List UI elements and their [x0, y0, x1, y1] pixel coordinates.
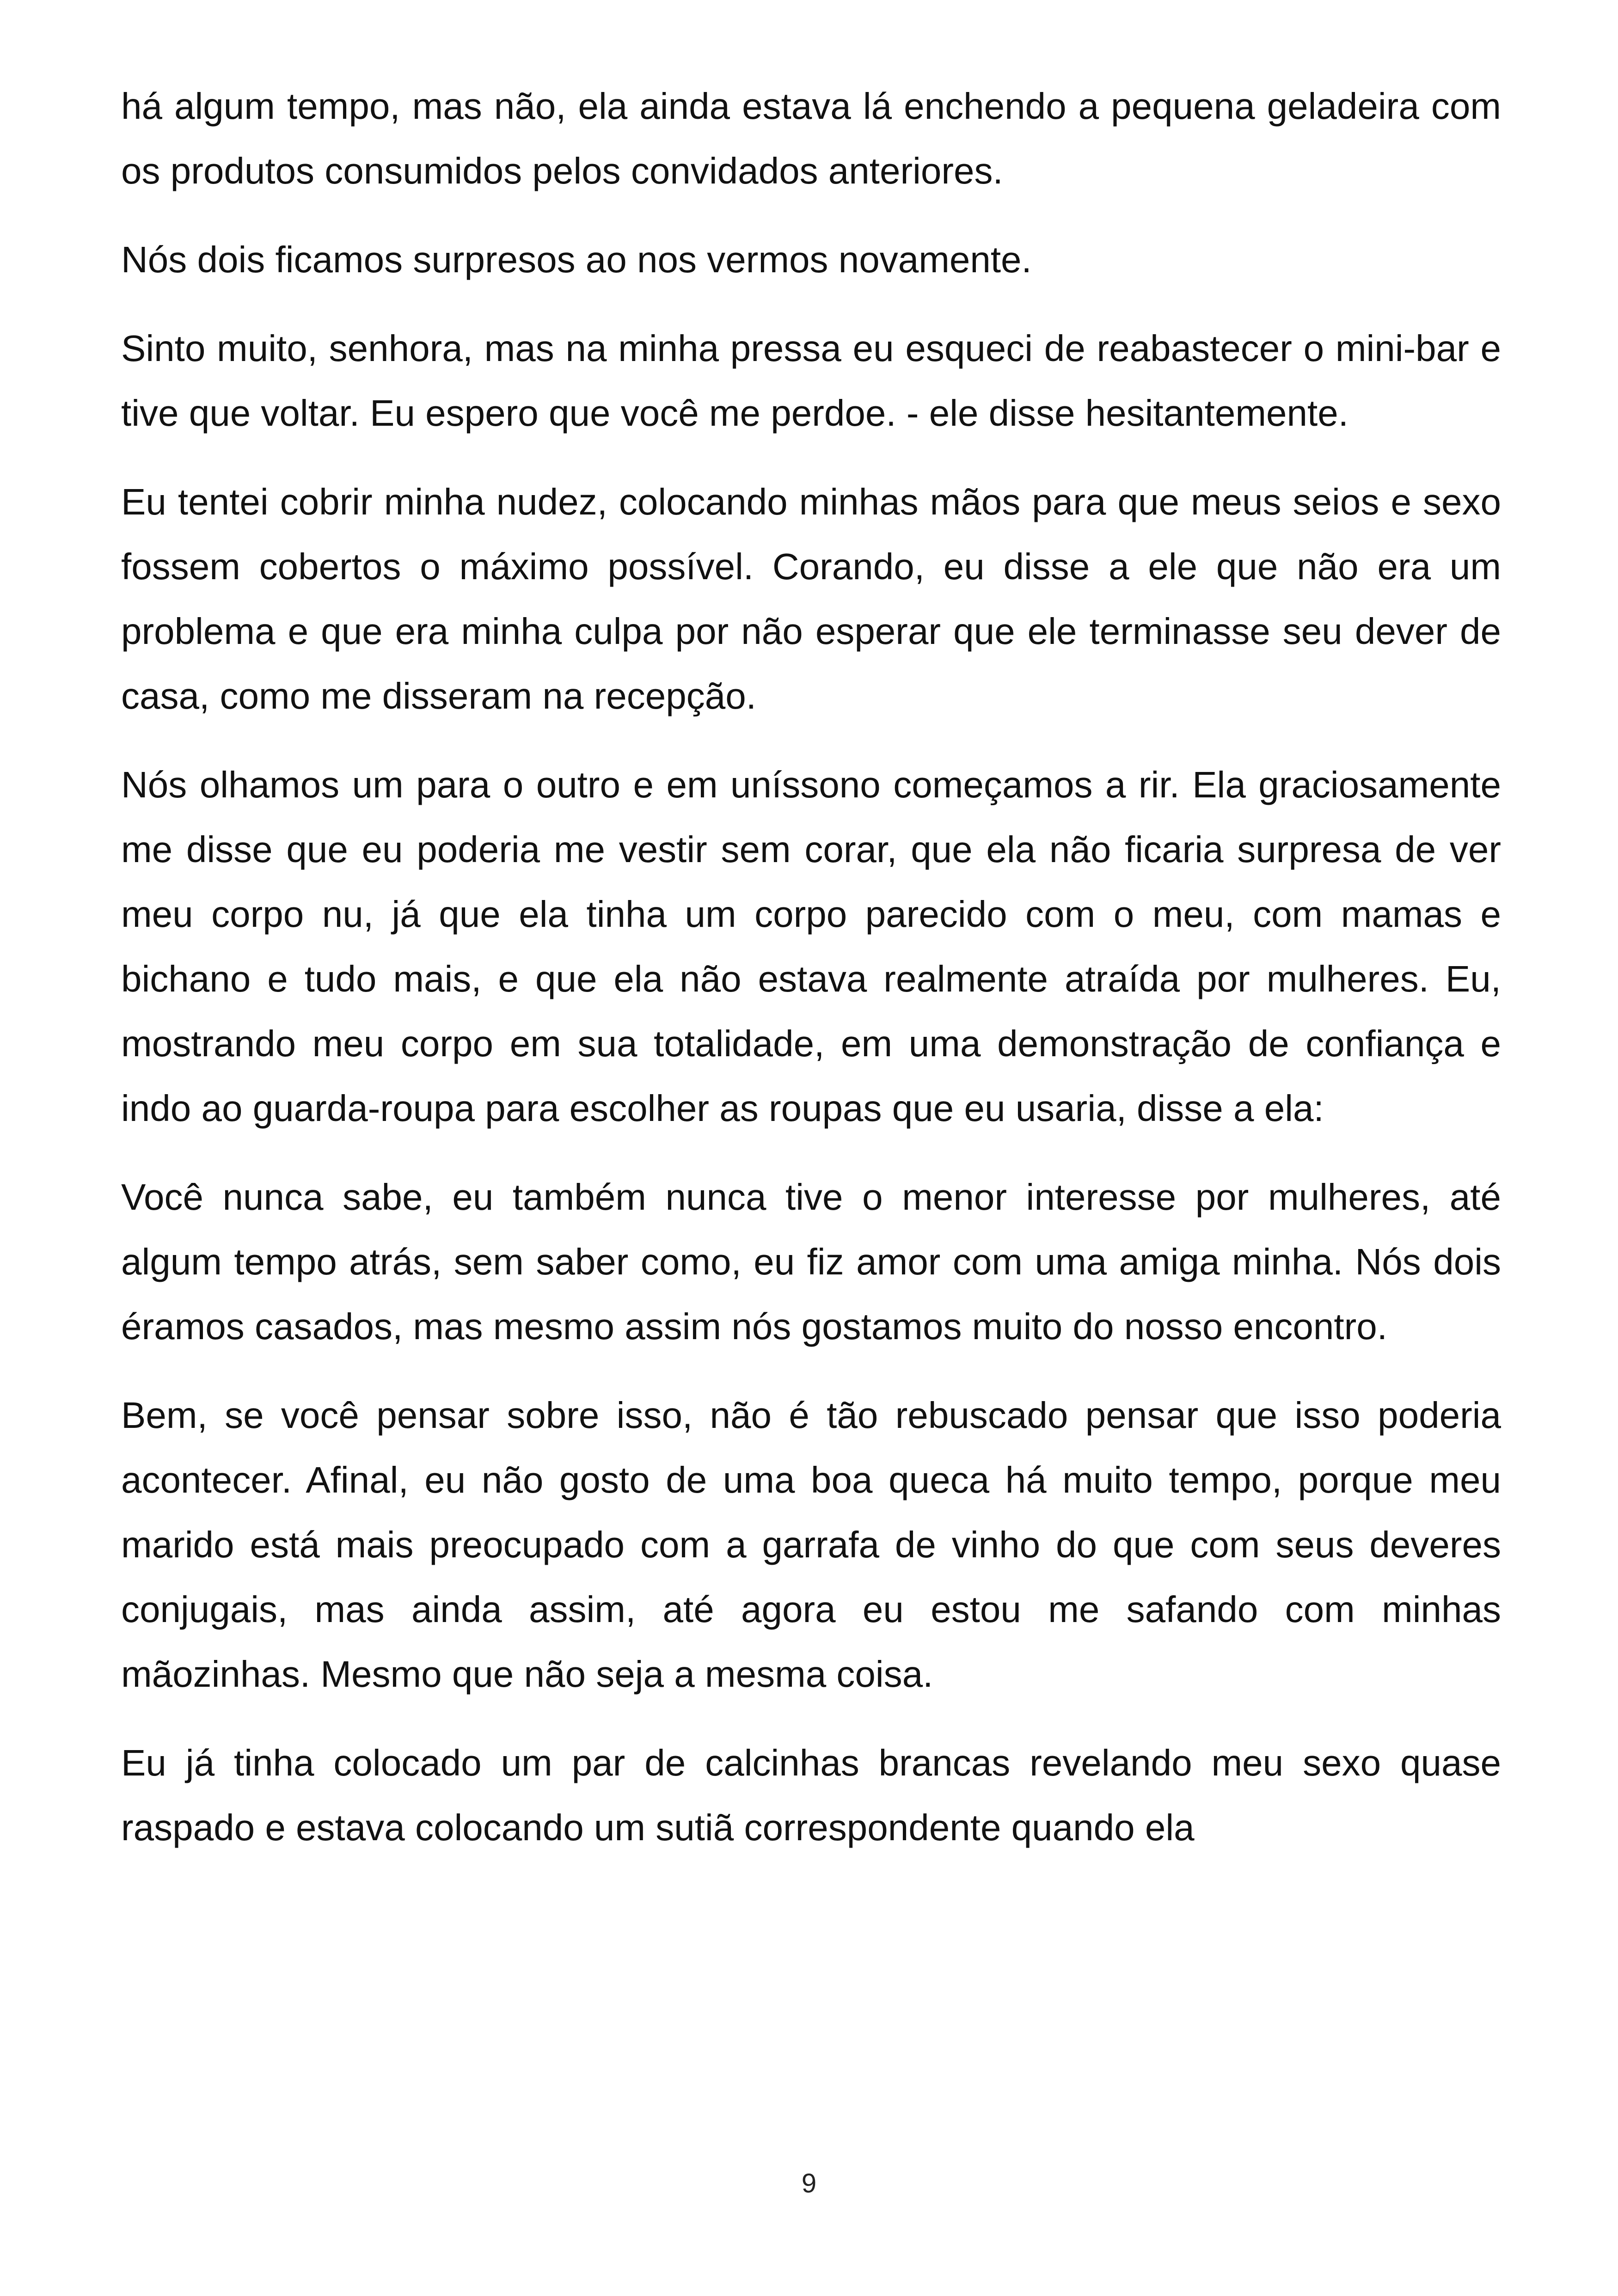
- paragraph-5: Nós olhamos um para o outro e em uníssono começamos a rir. Ela graciosamente me disse que eu poderia me vestir sem corar, que ela não ficaria surpresa de ver meu corpo nu, já que ela tinha um corpo parecido com o meu, com mamas e bichano e tudo mais, e que ela não estava realmente atraída por mulheres. Eu, mostrando meu corpo em sua totalidade, em uma demonstração de confiança e indo ao guarda-roupa para escolher as roupas que eu usaria, disse a ela:: [121, 764, 1501, 1129]
- paragraph-3: Sinto muito, senhora, mas na minha pressa eu esqueci de reabastecer o mini-bar e tive que voltar. Eu espero que você me perdoe. - ele disse hesitantemente.: [121, 328, 1501, 434]
- paragraph-2: Nós dois ficamos surpresos ao nos vermos novamente.: [121, 239, 1032, 280]
- paragraph-1: há algum tempo, mas não, ela ainda estava lá enchendo a pequena geladeira com os produtos consumidos pelos convidados anteriores.: [121, 86, 1501, 191]
- paragraph-6: Você nunca sabe, eu também nunca tive o menor interesse por mulheres, até algum tempo atrás, sem saber como, eu fiz amor com uma amiga minha. Nós dois éramos casados, mas mesmo assim nós gostamos muito do nosso encontro.: [121, 1176, 1501, 1347]
- body-text: [121, 74, 1501, 1884]
- paragraph-7: Bem, se você pensar sobre isso, não é tão rebuscado pensar que isso poderia acontecer. Afinal, eu não gosto de uma boa queca há muito tempo, porque meu marido está mais preocupado com a garrafa de vinho do que com seus deveres conjugais, mas ainda assim, até agora eu estou me safando com minhas mãozinhas. Mesmo que não seja a mesma coisa.: [121, 1395, 1501, 1695]
- page-number: 9: [801, 2168, 817, 2198]
- paragraph-4: Eu tentei cobrir minha nudez, colocando minhas mãos para que meus seios e sexo fossem cobertos o máximo possível. Corando, eu disse a ele que não era um problema e que era minha culpa por não esperar que ele terminasse seu dever de casa, como me disseram na recepção.: [121, 481, 1501, 716]
- paragraph-8: Eu já tinha colocado um par de calcinhas brancas revelando meu sexo quase raspado e estava colocando um sutiã correspondente quando ela: [121, 1742, 1501, 1848]
